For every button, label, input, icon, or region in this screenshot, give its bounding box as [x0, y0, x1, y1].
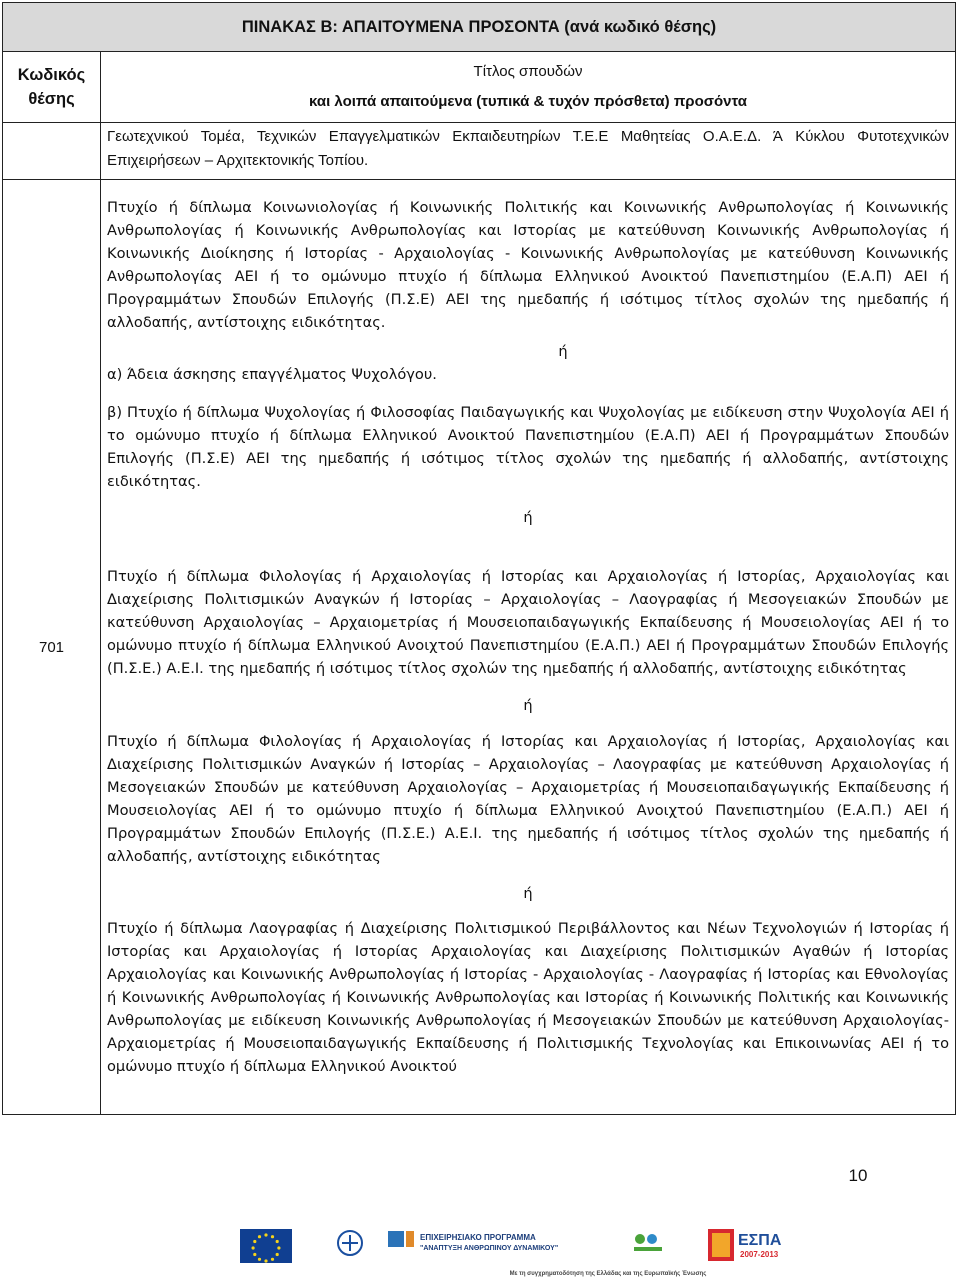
program-logo-icon	[388, 1231, 558, 1252]
requirements-table	[2, 2, 956, 1115]
eu-flag-icon	[240, 1229, 292, 1263]
requirements-cell	[101, 180, 956, 1115]
greek-emblem-icon	[338, 1231, 362, 1255]
requirement-paragraph-3: Πτυχίο ή δίπλωμα Φιλολογίας ή Αρχαιολογίας ή Ιστορίας και Αρχαιολογίας ή Ιστορίας, Αρχαιολογίας και Διαχείρισης Πολιτισμικών Αναγκών ή Ιστορίας – Αρχαιολογίας – Λαογραφίας ή Μεσογειακών Σπουδών με κατεύθυνση Αρχαιολογίας – Αρχαιομετρίας ή Μουσειοπαιδαγωγικής Εκπαίδευσης ή Μουσειολογίας ΑΕΙ ή το ομώνυμο πτυχίο ή δίπλωμα Ελληνικού Ανοιχτού Πανεπιστημίου (Ε.Α.Π.) ΑΕΙ ή Προγραμμάτων Σπουδών Επιλογής (Π.Σ.Ε.) Α.Ε.Ι. της ημεδαπής ή ισότιμος τίτλος σχολών της ημεδαπής ή αλλοδαπής, αντίστοιχης ειδικότητας	[107, 568, 950, 677]
logos-graphic	[238, 1225, 954, 1271]
svg-text:ΕΠΙΧΕΙΡΗΣΙΑΚΟ ΠΡΟΓΡΑΜΜΑ: ΕΠΙΧΕΙΡΗΣΙΑΚΟ ΠΡΟΓΡΑΜΜΑ	[420, 1233, 536, 1242]
requirement-paragraph-4: Πτυχίο ή δίπλωμα Φιλολογίας ή Αρχαιολογίας ή Ιστορίας και Αρχαιολογίας ή Ιστορίας, Αρχαιολογίας και Διαχείρισης Πολιτισμικών Αναγκών ή Ιστορίας – Αρχαιολογίας – Λαογραφίας με κατεύθυνση Αρχαιολογίας ή Μεσογειακών Σπουδών με κατεύθυνση Αρχαιολογίας – Αρχαιομετρίας ή Μουσειοπαιδαγωγικής Εκπαίδευσης ή Μουσειολογίας ΑΕΙ ή το ομώνυμο πτυχίο ή δίπλωμα Ελληνικού Ανοιχτού Πανεπιστημίου (Ε.Α.Π.) ΑΕΙ ή Προγραμμάτων Σπουδών Επιλογής (Π.Σ.Ε.) Α.Ε.Ι. της ημεδαπής ή ισότιμος τίτλος σχολών της ημεδαπής ή αλλοδαπής, αντίστοιχης ειδικότητας	[107, 733, 950, 865]
or-separator: ή	[523, 697, 533, 714]
or-separator: ή	[558, 343, 568, 360]
espa-logo-icon	[708, 1229, 782, 1261]
funding-logos	[238, 1225, 954, 1283]
position-code: 701	[3, 180, 101, 1115]
column-header-title	[101, 52, 956, 123]
sector-text: Γεωτεχνικού Τομέα, Τεχνικών Επαγγελματικών Εκπαιδευτηρίων Τ.Ε.Ε Μαθητείας Ο.Α.Ε.Δ. Ά Κύκλου Φυτοτεχνικών Επιχειρήσεων – Αρχιτεκτονικής Τοπίου.	[107, 128, 950, 169]
requirement-paragraph-2a: α) Άδεια άσκησης επαγγέλματος Ψυχολόγου.	[107, 366, 437, 383]
or-separator: ή	[523, 885, 533, 902]
column-header-title-line1: Τίτλος σπουδών	[473, 63, 583, 80]
requirement-paragraph-1: Πτυχίο ή δίπλωμα Κοινωνιολογίας ή Κοινωνικής Πολιτικής και Κοινωνικής Ανθρωπολογίας ή Κοινωνικής Ανθρωπολογίας ή Κοινωνικής Ανθρωπολογίας και Ιστορίας με κατεύθυνση Κοινωνικής Ανθρωπολογίας ή Κοινωνικής Διοίκησης ή Ιστορίας - Αρχαιολογίας - Κοινωνικής Ανθρωπολογίας με κατεύθυνση Κοινωνικής Ανθρωπολογίας ΑΕΙ ή το ομώνυμο πτυχίο ή δίπλωμα Ελληνικού Ανοικτού Πανεπιστημίου (Ε.Α.Π) ΑΕΙ ή Προγραμμάτων Σπουδών Επιλογής (Π.Σ.Ε) ΑΕΙ της ημεδαπής ή ισότιμος τίτλος σχολών της ημεδαπής ή αλλοδαπής, αντίστοιχης ειδικότητας.	[107, 199, 950, 331]
column-header-code-line2: θέσης	[28, 90, 75, 108]
svg-text:2007-2013: 2007-2013	[740, 1250, 779, 1259]
svg-text:ΕΣΠΑ: ΕΣΠΑ	[738, 1232, 782, 1249]
column-header-title-line2: και λοιπά απαιτούμενα (τυπικά & τυχόν πρόσθετα) προσόντα	[308, 93, 748, 110]
column-header-code-line1: Κωδικός	[17, 66, 86, 84]
social-cohesion-logo-icon	[634, 1234, 662, 1251]
svg-text:"ΑΝΑΠΤΥΞΗ ΑΝΘΡΩΠΙΝΟΥ ΔΥΝΑΜΙΚΟΥ: "ΑΝΑΠΤΥΞΗ ΑΝΘΡΩΠΙΝΟΥ ΔΥΝΑΜΙΚΟΥ"	[420, 1245, 559, 1252]
sector-cell	[101, 123, 956, 180]
footer-caption: Με τη συγχρηματοδότηση της Ελλάδας και της Ευρωπαϊκής Ένωσης	[509, 1271, 707, 1277]
requirement-paragraph-2b: β) Πτυχίο ή δίπλωμα Ψυχολογίας ή Φιλοσοφίας Παιδαγωγικής και Ψυχολογίας με ειδίκευση στην Ψυχολογία ΑΕΙ ή το ομώνυμο πτυχίο ή δίπλωμα Ελληνικού Ανοικτού Πανεπιστημίου (Ε.Α.Π) ΑΕΙ ή Προγραμμάτων Σπουδών Επιλογής (Π.Σ.Ε) ΑΕΙ της ημεδαπής ή ισότιμος τίτλος σχολών της ημεδαπής ή αλλοδαπής, αντίστοιχης ειδικότητας.	[107, 404, 950, 490]
column-header-code	[3, 52, 101, 123]
requirement-paragraph-5: Πτυχίο ή δίπλωμα Λαογραφίας ή Διαχείρισης Πολιτισμικού Περιβάλλοντος και Νέων Τεχνολογιών ή Ιστορίας ή Ιστορίας και Αρχαιολογίας ή Ιστορίας Αρχαιολογίας και Διαχείρισης Πολιτισμικών Αγαθών ή Ιστορίας Αρχαιολογίας και Κοινωνικής Ανθρωπολογίας ή Ιστορίας - Αρχαιολογίας - Λαογραφίας ή Ιστορίας και Εθνολογίας ή Κοινωνικής Ανθρωπολογίας ή Κοινωνικής Ανθρωπολογίας και Ιστορίας ή Κοινωνικής Πολιτικής και Κοινωνικής Ανθρωπολογίας με ειδίκευση Κοινωνικής Ανθρωπολογίας ή Μεσογειακών Σπουδών με κατεύθυνση Αρχαιολογίας-Αρχαιομετρίας ή Μουσειοπαιδαγωγικής Εκπαίδευσης ή Πολιτισμικής Τεχνολογίας και Επικοινωνίας ΑΕΙ ή το ομώνυμο πτυχίο ή δίπλωμα Ελληνικού Ανοικτού	[107, 920, 950, 1075]
page-number: 10	[848, 1166, 868, 1185]
sector-code-empty	[3, 123, 101, 180]
table-title: ΠΙΝΑΚΑΣ Β: ΑΠΑΙΤΟΥΜΕΝΑ ΠΡΟΣΟΝΤΑ (ανά κωδικό θέσης)	[3, 3, 956, 52]
or-separator: ή	[523, 509, 533, 526]
requirements-body	[101, 180, 955, 1114]
